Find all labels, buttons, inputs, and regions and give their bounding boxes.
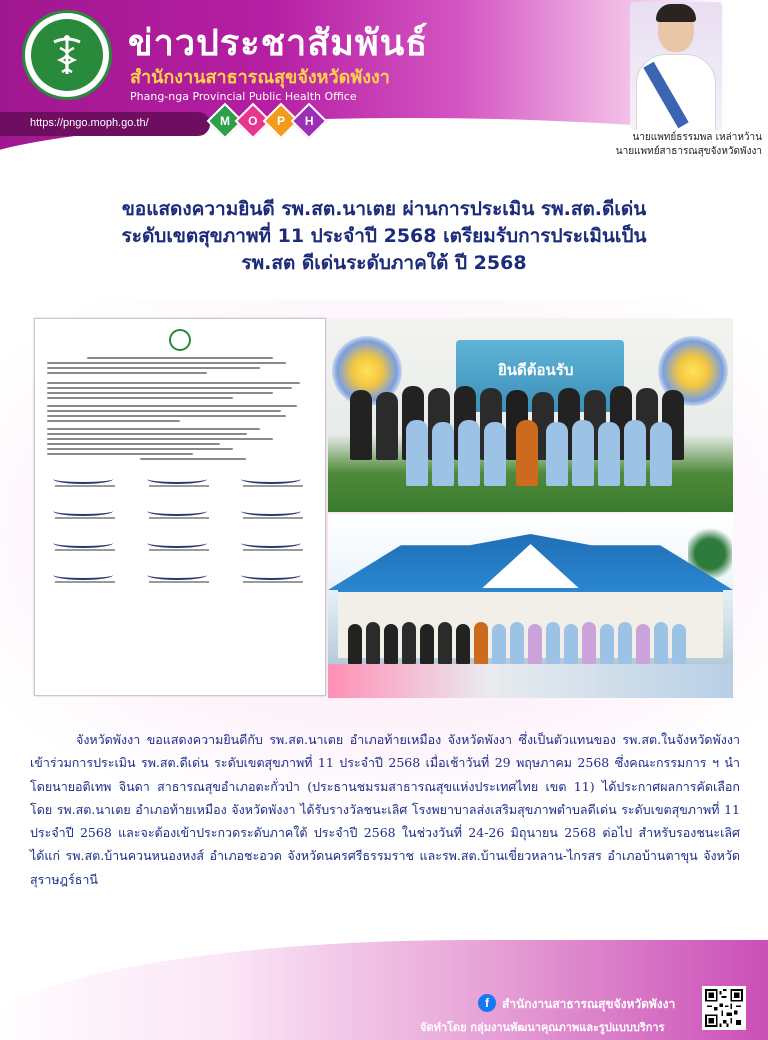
signature (235, 502, 313, 524)
official-caption (616, 131, 762, 159)
headline-line-1: ขอแสดงความยินดี รพ.สต.นาเตย ผ่านการประเมิน รพ.สต.ดีเด่น (121, 198, 647, 220)
headline-line-2: ระดับเขตสุขภาพที่ 11 ประจำปี 2568 เตรียมรับการประเมินเป็น (121, 225, 647, 247)
signature (141, 566, 219, 588)
signature (235, 470, 313, 492)
welcome-banner-text: ยินดีต้อนรับ (498, 361, 574, 379)
caduceus-icon (31, 19, 103, 91)
signature (141, 502, 219, 524)
page-title: ข่าวประชาสัมพันธ์ (128, 23, 429, 64)
qr-code-icon[interactable] (702, 986, 746, 1030)
credit-line: จัดทำโดย กลุ่มงานพัฒนาคุณภาพและรูปแบบบริการ (420, 1021, 665, 1034)
signature (47, 470, 125, 492)
group-photo-ceremony (328, 318, 733, 512)
announcement-document-image (34, 318, 326, 696)
group-of-people (350, 380, 710, 490)
office-name-thai: สำนักงานสาธารณสุขจังหวัดพังงา (130, 67, 390, 88)
website-link[interactable]: https://pngo.moph.go.th/ (30, 117, 149, 129)
signature (47, 566, 125, 588)
garuda-emblem-icon (169, 329, 191, 351)
moph-letter-h: H (291, 103, 328, 140)
ministry-logo (22, 10, 112, 100)
news-body-paragraph: จังหวัดพังงา ขอแสดงความยินดีกับ รพ.สต.นาเตย อำเภอท้ายเหมือง จังหวัดพังงา ซึ่งเป็นตัวแทนของ รพ.สต.ในจังหวัดพังงา เข้าร่วมการประเมิน รพ.สต.ดีเด่น ระดับเขตสุขภาพที่ 11 ประจำปี 2568 เมื่อเช้าวันที่ 29 พฤษภาคม 2568 ซึ่งคณะกรรมการ ฯ นำโดยนายอติเทพ จินดา สาธารณสุขอำเภอตะกั่วป่า (ประธานชมรมสาธารณสุขแห่งประเทศไทย เขต 11) ได้ประกาศผลการคัดเลือก โดย รพ.สต.นาเตย อำเภอท้ายเหมือง จังหวัดพังงา ได้รับรางวัลชนะเลิศ โรงพยาบาลส่งเสริมสุขภาพตำบลดีเด่น ระดับเขตสุขภาพที่ 11 ประจำปี 2568 และจะต้องเข้าประกวดระดับภาคใต้ ประจำปี 2568 ในช่วงวันที่ 24-26 มิถุนายน 2568 ต่อไป สำหรับรองชนะเลิศได้แก่ รพ.สต.บ้านควนหนองหงส์ อำเภอชะอวด จังหวัดนครศรีธรรมราช และรพ.สต.บ้านเขี่ยวหลาน-ไกรสร อำเภอบ้านตาขุน จังหวัดสุราษฎร์ธานี (30, 732, 740, 887)
headline-line-3: รพ.สต ดีเด่นระดับภาคใต้ ปี 2568 (241, 252, 527, 274)
official-portrait (630, 2, 722, 130)
signature (235, 566, 313, 588)
signature (235, 534, 313, 556)
facebook-page-name[interactable]: สำนักงานสาธารณสุขจังหวัดพังงา (502, 997, 676, 1011)
signature (141, 534, 219, 556)
moph-letter-o: O (235, 103, 272, 140)
moph-logo (212, 108, 322, 134)
moph-letter-p: P (263, 103, 300, 140)
facebook-icon[interactable]: f (478, 994, 496, 1012)
group-photo-health-center (328, 514, 733, 698)
office-name-english: Phang-nga Provincial Public Health Office (130, 90, 357, 103)
signature (47, 534, 125, 556)
official-name: นายแพทย์ธรรมพล เหล่าหว้าน (632, 132, 762, 143)
moph-letter-m: M (207, 103, 244, 140)
signature (47, 502, 125, 524)
signature (141, 470, 219, 492)
news-headline (40, 196, 728, 277)
official-title: นายแพทย์สาธารณสุขจังหวัดพังงา (615, 146, 762, 157)
group-of-people (348, 620, 718, 670)
